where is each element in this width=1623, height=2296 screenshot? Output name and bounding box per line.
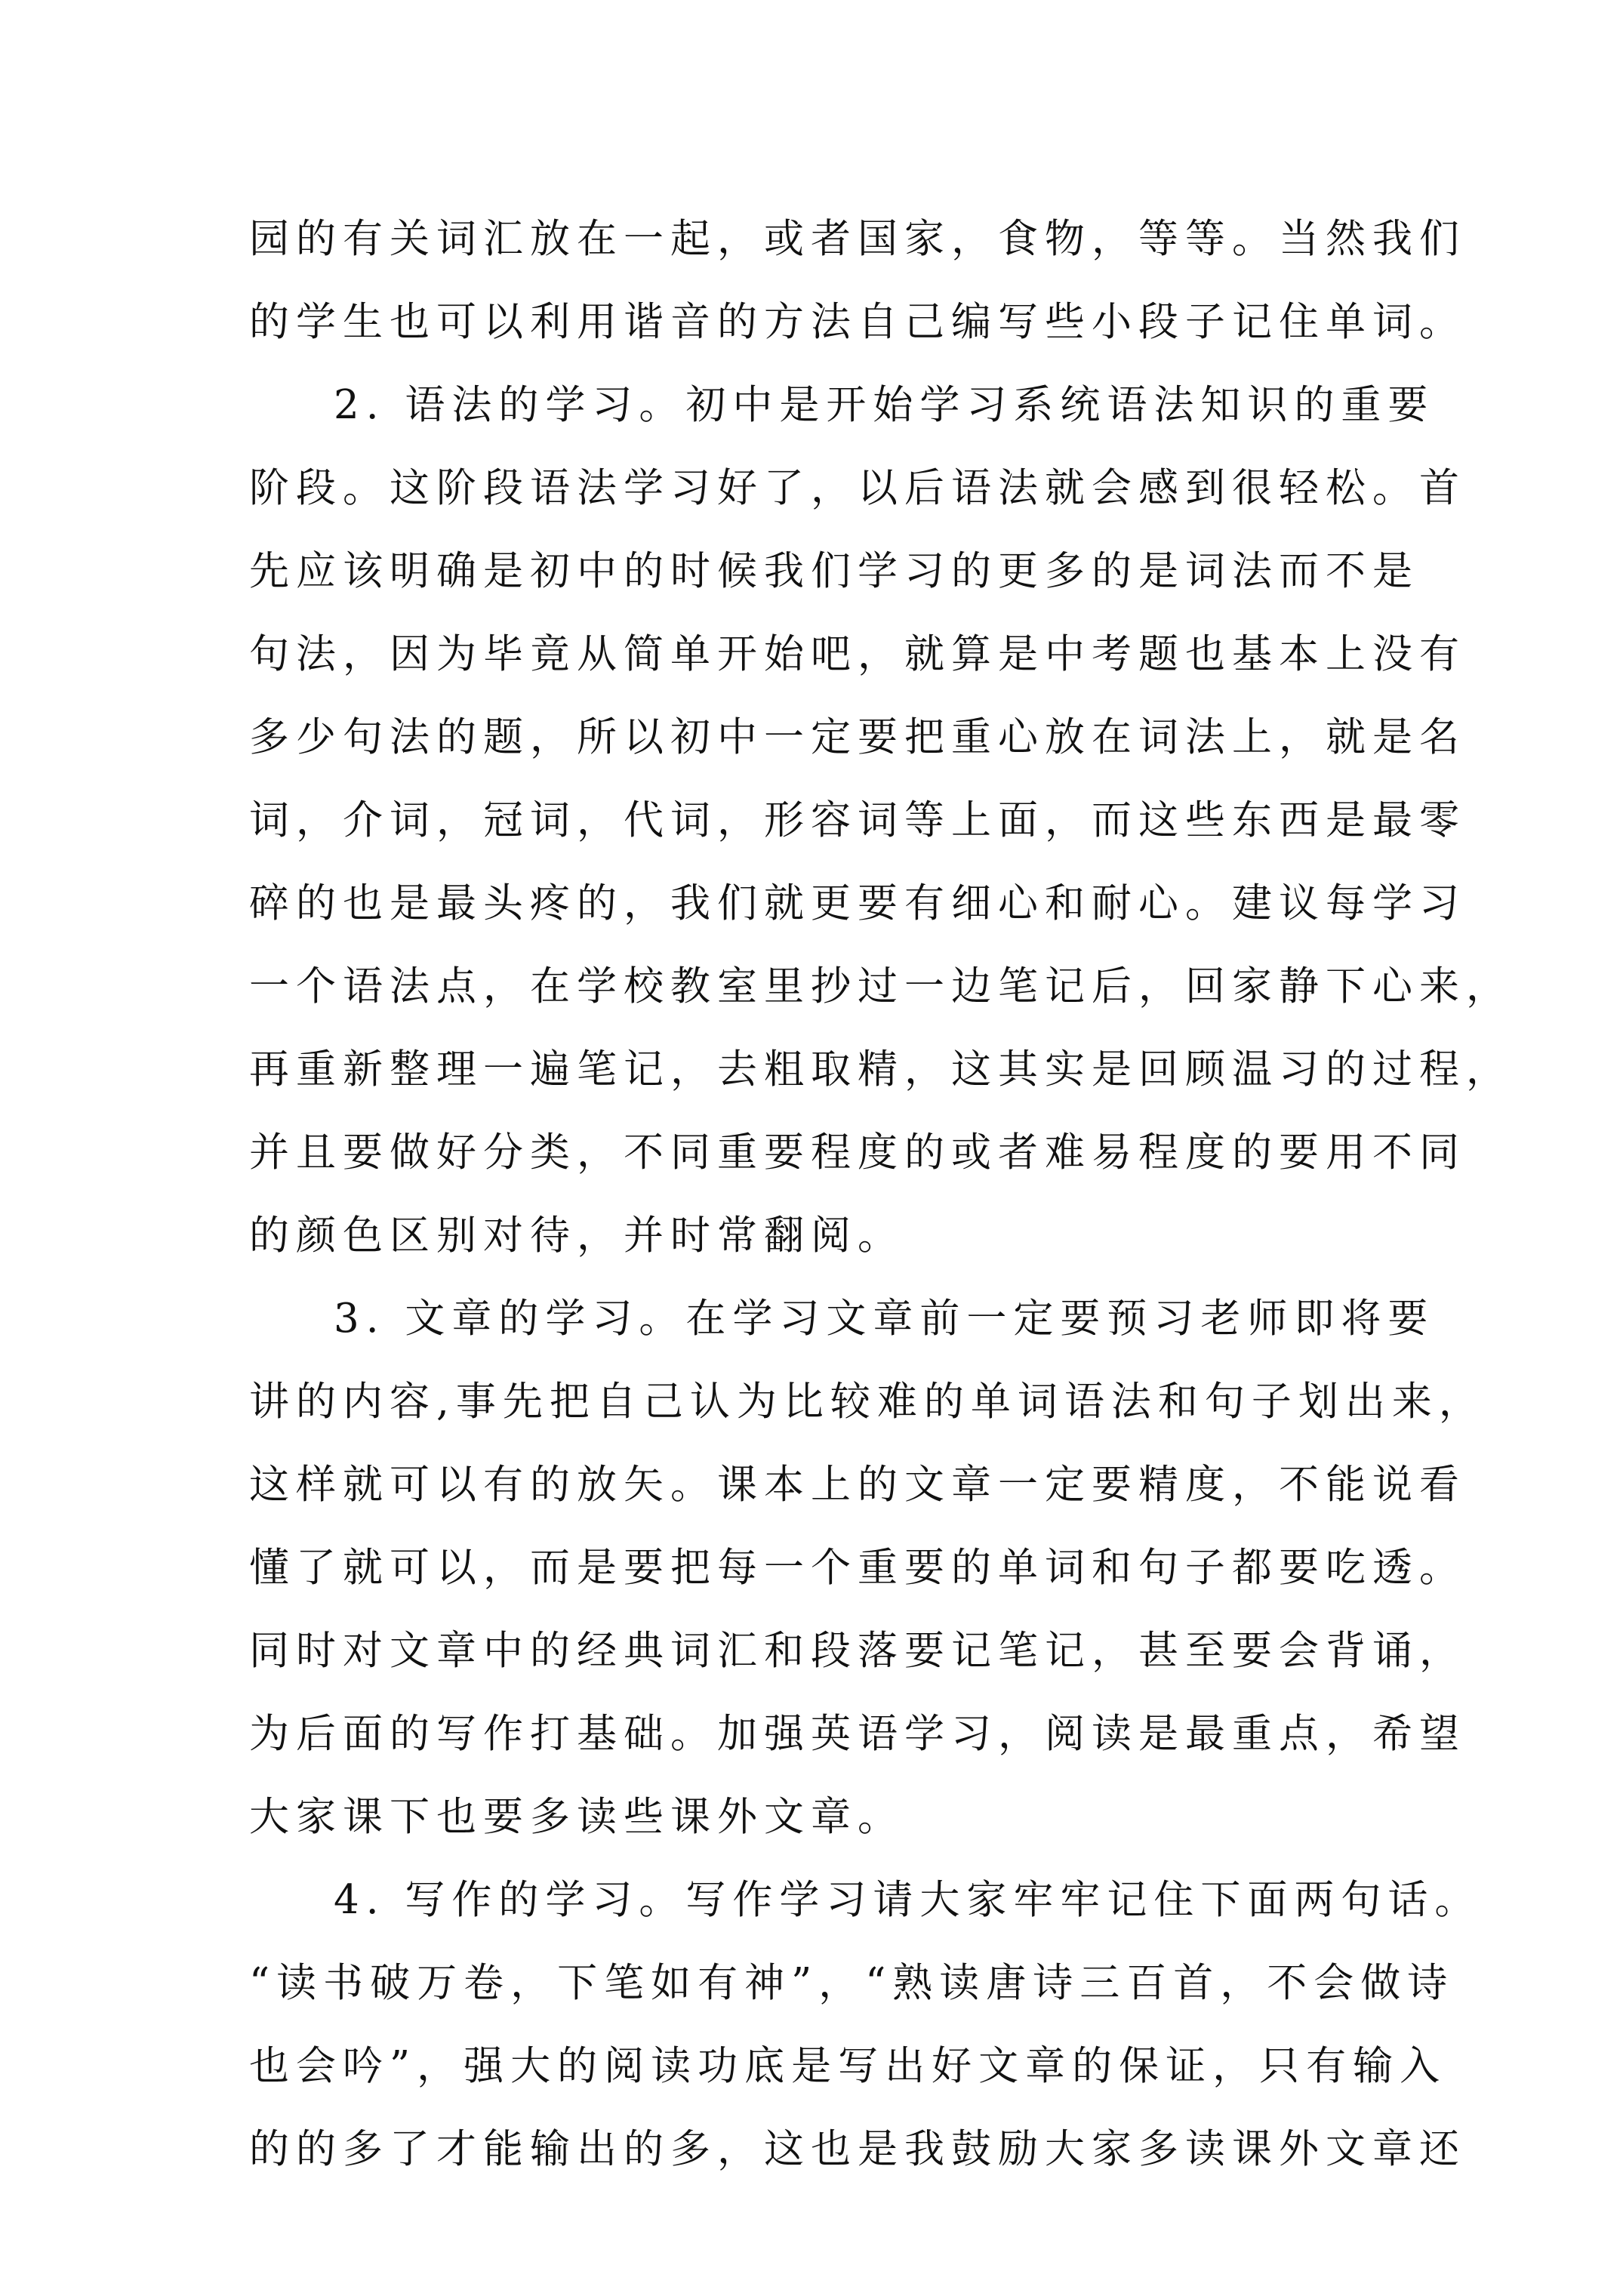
text-line: 讲的内容,事先把自己认为比较难的单词语法和句子划出来， [249, 1379, 1486, 1425]
text-line: “读书破万卷，下笔如有神”，“熟读唐诗三百首，不会做诗 [249, 1960, 1455, 2006]
text-line: 同时对文章中的经典词汇和段落要记笔记，甚至要会背诵， [249, 1628, 1466, 1674]
text-line: 为后面的写作打基础。加强英语学习，阅读是最重点，希望 [249, 1711, 1466, 1757]
text-line: 也会吟”，强大的阅读功底是写出好文章的保证，只有输入 [249, 2043, 1447, 2089]
text-line: 这样就可以有的放矢。课本上的文章一定要精度，不能说看 [249, 1462, 1466, 1508]
paragraph-start-line: 4. 写作的学习。写作学习请大家牢牢记住下面两句话。 [334, 1877, 1482, 1923]
text-line: 再重新整理一遍笔记，去粗取精，这其实是回顾温习的过程， [249, 1046, 1513, 1093]
paragraph-start-line: 3. 文章的学习。在学习文章前一定要预习老师即将要 [334, 1296, 1435, 1342]
text-line: 的颜色区别对待，并时常翻阅。 [249, 1213, 904, 1259]
text-line: 多少句法的题，所以初中一定要把重心放在词法上，就是名 [249, 714, 1466, 760]
text-line: 一个语法点，在学校教室里抄过一边笔记后，回家静下心来， [249, 963, 1513, 1009]
text-line: 词，介词，冠词，代词，形容词等上面，而这些东西是最零 [249, 797, 1466, 843]
text-line: 园的有关词汇放在一起，或者国家，食物，等等。当然我们 [249, 216, 1466, 262]
text-line: 的学生也可以利用谐音的方法自己编写些小段子记住单词。 [249, 299, 1466, 345]
text-line: 懂了就可以，而是要把每一个重要的单词和句子都要吃透。 [249, 1545, 1466, 1591]
text-line: 大家课下也要多读些课外文章。 [249, 1794, 904, 1840]
text-line: 阶段。这阶段语法学习好了，以后语法就会感到很轻松。首 [249, 465, 1466, 511]
text-line: 碎的也是最头疼的，我们就更要有细心和耐心。建议每学习 [249, 880, 1466, 926]
text-line: 的的多了才能输出的多，这也是我鼓励大家多读课外文章还 [249, 2126, 1466, 2172]
text-line: 句法，因为毕竟从简单开始吧，就算是中考题也基本上没有 [249, 631, 1466, 677]
text-line: 先应该明确是初中的时候我们学习的更多的是词法而不是 [249, 548, 1419, 594]
paragraph-start-line: 2. 语法的学习。初中是开始学习系统语法知识的重要 [334, 382, 1435, 428]
text-line: 并且要做好分类，不同重要程度的或者难易程度的要用不同 [249, 1130, 1466, 1176]
document-body [249, 198, 1513, 2191]
